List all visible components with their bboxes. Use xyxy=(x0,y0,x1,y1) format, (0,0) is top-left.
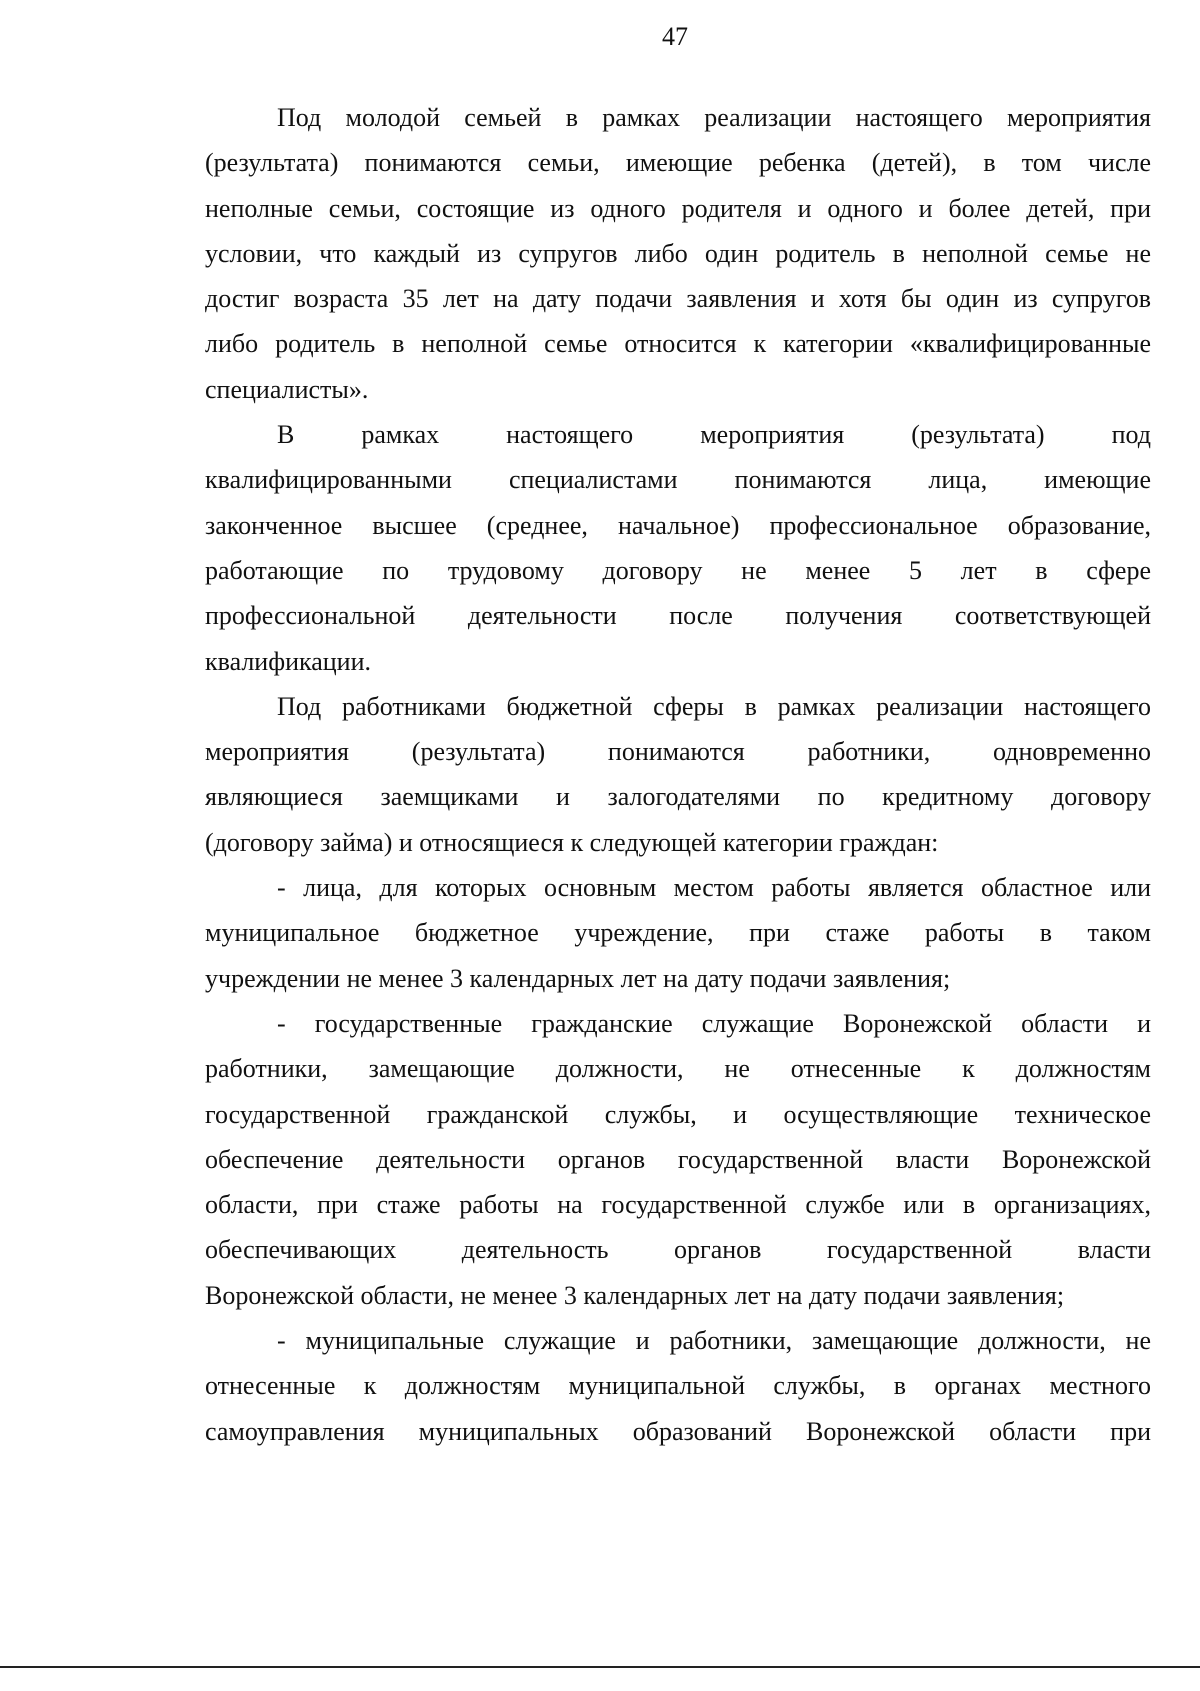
document-body xyxy=(205,95,1151,1454)
text-line: работающие по трудовому договору не менее 5 лет в сфере xyxy=(205,555,1151,585)
text-line: являющиеся заемщиками и залогодателями по кредитному договору xyxy=(205,782,1151,812)
text-line: законченное высшее (среднее, начальное) профессиональное образование, xyxy=(205,510,1151,540)
text-line: специалисты». xyxy=(205,374,369,404)
text-line: работники, замещающие должности, не отнесенные к должностям xyxy=(205,1054,1151,1084)
text-line: квалификации. xyxy=(205,646,372,676)
page-bottom-rule xyxy=(0,1666,1200,1668)
text-line: - муниципальные служащие и работники, замещающие должности, не xyxy=(277,1326,1151,1356)
text-line: профессиональной деятельности после получения соответствующей xyxy=(205,601,1151,631)
text-line: - государственные гражданские служащие Воронежской области и xyxy=(277,1008,1151,1038)
text-line: (результата) понимаются семьи, имеющие ребенка (детей), в том числе xyxy=(205,148,1151,178)
text-line: Под молодой семьей в рамках реализации настоящего мероприятия xyxy=(277,103,1151,132)
paragraph xyxy=(205,684,1151,865)
paragraph xyxy=(205,1001,1151,1318)
text-line: отнесенные к должностям муниципальной службы, в органах местного xyxy=(205,1371,1151,1401)
paragraph xyxy=(205,865,1151,1001)
text-line: - лица, для которых основным местом работы является областное или xyxy=(277,873,1151,903)
text-line: Воронежской области, не менее 3 календарных лет на дату подачи заявления; xyxy=(205,1280,1065,1310)
text-line: обеспечение деятельности органов государственной власти Воронежской xyxy=(205,1144,1151,1174)
text-line: муниципальное бюджетное учреждение, при стаже работы в таком xyxy=(205,918,1151,948)
text-line: обеспечивающих деятельность органов государственной власти xyxy=(205,1235,1151,1265)
paragraph xyxy=(205,412,1151,684)
text-line: самоуправления муниципальных образований Воронежской области при xyxy=(205,1416,1151,1446)
text-line: Под работниками бюджетной сферы в рамках реализации настоящего xyxy=(277,691,1151,721)
text-line: либо родитель в неполной семье относится к категории «квалифицированные xyxy=(205,329,1151,359)
text-line: условии, что каждый из супругов либо один родитель в неполной семье не xyxy=(205,238,1151,268)
text-line: учреждении не менее 3 календарных лет на дату подачи заявления; xyxy=(205,963,951,993)
text-line: неполные семьи, состоящие из одного родителя и одного и более детей, при xyxy=(205,193,1151,223)
text-line: В рамках настоящего мероприятия (результата) под xyxy=(277,420,1151,450)
paragraph xyxy=(205,95,1151,412)
text-line: области, при стаже работы на государственной службе или в организациях, xyxy=(205,1190,1151,1220)
text-line: (договору займа) и относящиеся к следующей категории граждан: xyxy=(205,827,939,857)
paragraph xyxy=(205,1318,1151,1454)
text-line: государственной гражданской службы, и осуществляющие техническое xyxy=(205,1099,1151,1129)
text-line: мероприятия (результата) понимаются работники, одновременно xyxy=(205,737,1151,767)
page-number: 47 xyxy=(662,22,688,51)
text-line: достиг возраста 35 лет на дату подачи заявления и хотя бы один из супругов xyxy=(205,284,1151,314)
text-line: квалифицированными специалистами понимаются лица, имеющие xyxy=(205,465,1151,495)
